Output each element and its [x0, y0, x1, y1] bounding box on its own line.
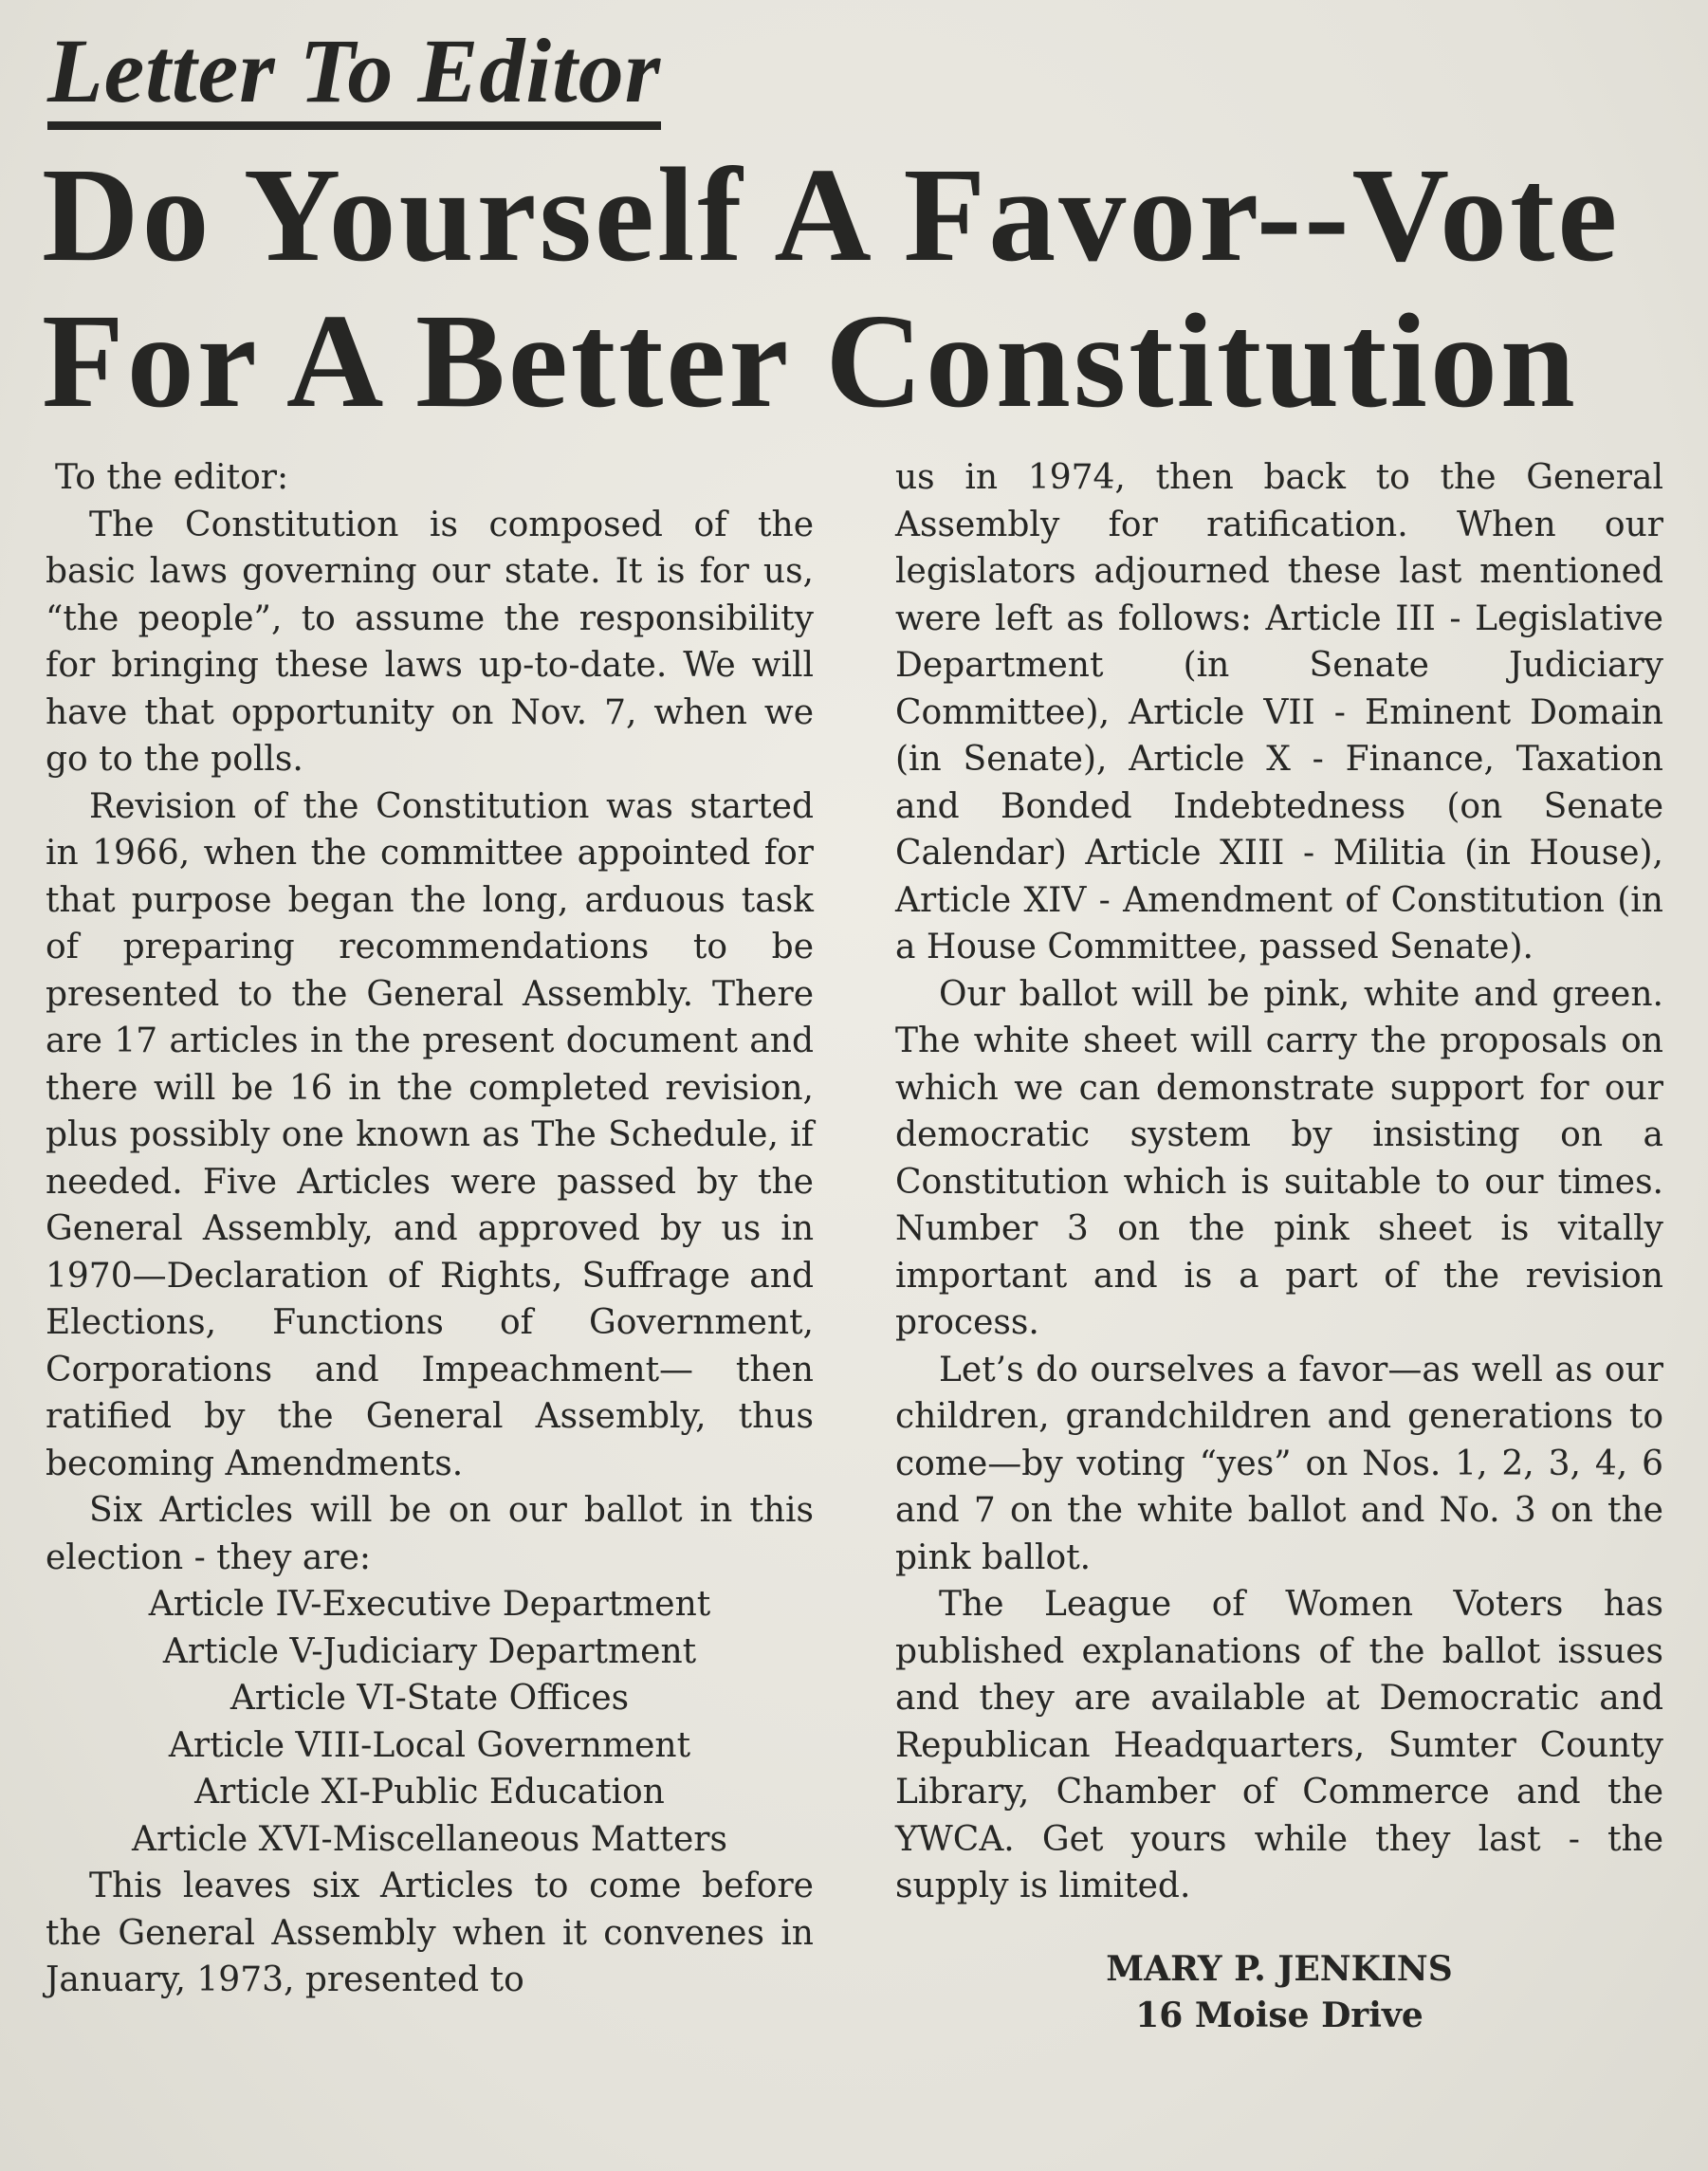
- paragraph: Revision of the Constitution was started in 1966, when the committee appointed for that purpose began the long, arduous task of preparing recommendations to be presented to the General Assembly. There are 17 articles in the present document and there will be 16 in the completed revision, plus possibly one known as The Schedule, if needed. Five Articles were passed by the General Assembly, and approved by us in 1970—Declaration of Rights, Suffrage and Elections, Functions of Government, Corporations and Impeachment— then ratified by the General Assembly, thus becoming Amendments.: [46, 786, 814, 1483]
- paragraph: Let’s do ourselves a favor—as well as our children, grandchildren and generations to come—by voting “yes” on Nos. 1, 2, 3, 4, 6 and 7 on the white ballot and No. 3 on the pink ballot.: [895, 1350, 1663, 1577]
- paragraph-continued: us in 1974, then back to the General Assembly for ratification. When our legislators adjourned these last mentioned were left as follows: Article III - Legislative Department (in Senate Judiciary Committee), Article VII - Eminent Domain (in Senate), Article X - Finance, Taxation and Bonded Indebtedness (on Senate Calendar) Article XIII - Militia (in House), Article XIV - Amendment of Constitution (in a House Committee, passed Senate).: [895, 458, 1663, 966]
- signature-block: [895, 1946, 1663, 2040]
- article-item: Article XI-Public Education: [194, 1773, 665, 1812]
- right-column: [895, 454, 1663, 2040]
- left-column: [46, 454, 814, 2040]
- paragraph: The League of Women Voters has published explanations of the ballot issues and they are available at Democratic and Republican Headquarters, Sumter County Library, Chamber of Commerce and the YWCA. Get yours while they last - the supply is limited.: [895, 1585, 1663, 1905]
- headline-line-2: For A Better Constitution: [42, 285, 1578, 435]
- article-item: Article V-Judiciary Department: [162, 1631, 697, 1671]
- section-kicker: Letter To Editor: [47, 21, 661, 130]
- paragraph: Six Articles will be on our ballot in this election - they are:: [46, 1491, 814, 1577]
- article-item: Article VIII-Local Government: [168, 1725, 691, 1765]
- paragraph: This leaves six Articles to come before the General Assembly when it convenes in January, 1973, presented to: [46, 1867, 814, 1999]
- headline: [42, 141, 1666, 433]
- salutation: To the editor:: [55, 458, 289, 497]
- article-item: Article VI-State Offices: [230, 1679, 630, 1718]
- paragraph: Our ballot will be pink, white and green. The white sheet will carry the proposals on which we can demonstrate support for our democratic system by insisting on a Constitution which is suitable to our times. Number 3 on the pink sheet is vitally important and is a part of the revision process.: [895, 974, 1663, 1342]
- body-columns: [42, 454, 1666, 2040]
- paragraph: The Constitution is composed of the basic laws governing our state. It is for us, “the people”, to assume the responsibility for bringing these laws up-to-date. We will have that opportunity on Nov. 7, when we go to the polls.: [46, 505, 814, 779]
- author-name: MARY P. JENKINS: [1106, 1948, 1453, 1989]
- article-item: Article XVI-Miscellaneous Matters: [132, 1819, 727, 1859]
- article-list: [46, 1581, 814, 1863]
- headline-line-1: Do Yourself A Favor--Vote: [42, 139, 1621, 289]
- article-item: Article IV-Executive Department: [148, 1585, 711, 1624]
- author-address: 16 Moise Drive: [1135, 1996, 1423, 2035]
